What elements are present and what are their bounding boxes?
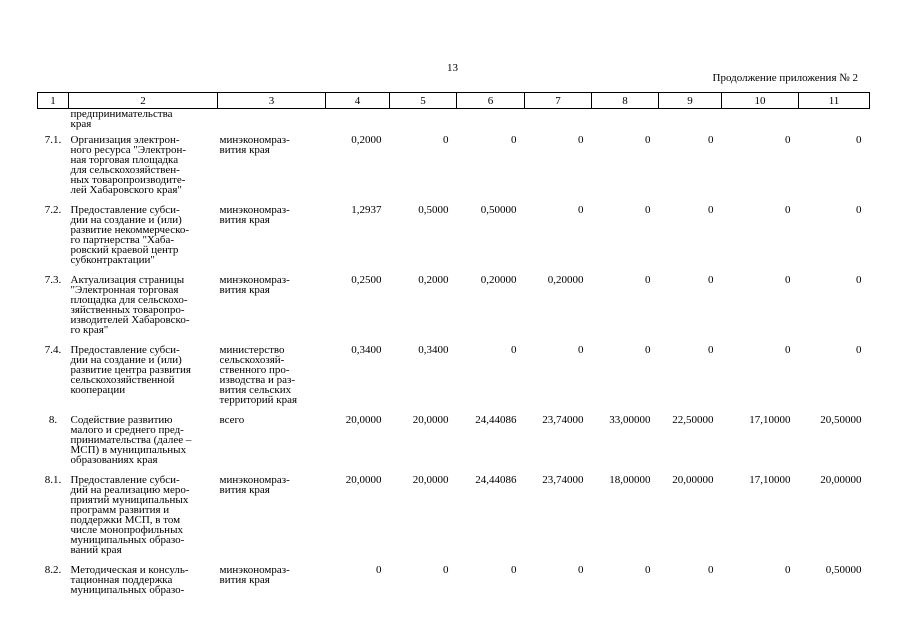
row-name: Содействие развитию малого и среднего пред- принимательства (далее – МСП) в муниципальных образованиях края [70,414,192,466]
table-row [38,135,870,205]
row-value-col-9: 0 [708,344,714,356]
row-value-col-9: 0 [708,134,714,146]
row-value-col-9: 20,00000 [672,474,714,486]
row-value-col-8 [592,109,659,136]
row-number [38,109,69,136]
row-value-col-6: 0,20000 [480,274,517,286]
row-value-col-7: 23,74000 [542,414,584,426]
column-header-3: 3 [218,93,326,109]
row-value-col-4: 20,0000 [345,474,382,486]
column-header-10: 10 [722,93,799,109]
row-value-col-9 [659,109,722,136]
row-value-col-11: 20,00000 [820,474,862,486]
row-value-col-5: 0 [443,134,449,146]
row-value-col-8: 0 [645,204,651,216]
table-row [38,205,870,275]
row-value-col-11: 0 [856,134,862,146]
table-row [38,345,870,415]
row-value-col-10: 17,10000 [749,474,791,486]
row-number: 8. [48,414,58,426]
row-value-col-5: 20,0000 [412,474,449,486]
column-header-1: 1 [38,93,69,109]
column-header-8: 8 [592,93,659,109]
row-value-col-11: 0 [856,204,862,216]
row-number: 8.1. [44,474,62,486]
row-value-col-4: 0,2000 [351,134,382,146]
column-header-9: 9 [659,93,722,109]
row-value-col-5 [390,109,457,136]
row-value-col-7: 0 [578,344,584,356]
row-name: Предоставление субси- дии на создание и (или) развитие некоммерческо- го партнерства "Хаба- ровский краевой центр субконтрактации" [70,204,190,266]
row-value-col-5: 20,0000 [412,414,449,426]
row-name: Актуализация страницы "Электронная торговая площадка для сельскохо- зяйственных товаропро- изводителей Хабаровско- го края" [70,274,190,336]
row-name: Методическая и консуль- тационная поддержка муниципальных образо- [70,564,189,596]
row-executor: минэкономраз- вития края [219,474,290,496]
row-value-col-5: 0,3400 [418,344,449,356]
table-row [38,565,870,605]
row-value-col-7 [525,109,592,136]
column-header-2: 2 [69,93,218,109]
row-executor: минэкономраз- вития края [219,274,290,296]
column-header-4: 4 [326,93,390,109]
row-value-col-6: 24,44086 [475,414,517,426]
row-value-col-7: 23,74000 [542,474,584,486]
row-value-col-9: 22,50000 [672,414,714,426]
row-number: 7.3. [44,274,62,286]
table-header [38,93,870,109]
row-value-col-5: 0,2000 [418,274,449,286]
row-value-col-7: 0,20000 [547,274,584,286]
row-value-col-6: 0,50000 [480,204,517,216]
header-row [38,93,870,109]
row-executor: министерство сельскохозяй- ственного про- изводства и раз- вития сельских территорий края [219,344,298,406]
table-row [38,475,870,565]
row-number: 8.2. [44,564,62,576]
row-value-col-8: 0 [645,564,651,576]
row-value-col-4 [326,109,390,136]
row-value-col-8: 33,00000 [609,414,651,426]
table-row [38,275,870,345]
row-number: 7.1. [44,134,62,146]
row-value-col-9: 0 [708,274,714,286]
row-value-col-4: 0,2500 [351,274,382,286]
row-value-col-8: 0 [645,274,651,286]
row-name: Организация электрон- ного ресурса "Электрон- ная торговая площадка для сельскохозяйствен- ных товаропроизводите- лей Хабаровского края" [70,134,187,196]
row-value-col-11: 0 [856,344,862,356]
appendix-caption: Продолжение приложения № 2 [712,72,858,84]
row-value-col-10: 0 [785,204,791,216]
row-value-col-5: 0,5000 [418,204,449,216]
table-row [38,415,870,475]
row-executor [218,109,326,136]
page-number: 13 [447,62,458,74]
column-header-6: 6 [457,93,525,109]
row-value-col-4: 0,3400 [351,344,382,356]
row-value-col-11 [799,109,870,136]
row-value-col-8: 0 [645,134,651,146]
row-value-col-9: 0 [708,564,714,576]
row-value-col-6: 0 [511,134,517,146]
row-name: Предоставление субси- дий на реализацию меро- приятий муниципальных программ развития и поддержки МСП, в том числе монопрофильных муниципальных образо- ваний края [70,474,190,556]
row-value-col-4: 0 [376,564,382,576]
row-value-col-8: 0 [645,344,651,356]
row-number: 7.4. [44,344,62,356]
row-name: Предоставление субси- дии на создание и (или) развитие центра развития сельскохозяйственной кооперации [70,344,191,396]
row-executor: всего [219,414,245,426]
row-value-col-7: 0 [578,564,584,576]
table-row [38,109,870,136]
row-value-col-11: 0,50000 [825,564,862,576]
row-value-col-10: 17,10000 [749,414,791,426]
row-executor: минэкономраз- вития края [219,204,290,226]
row-value-col-7: 0 [578,134,584,146]
row-name: предпринимательства края [70,108,173,130]
budget-table [37,92,870,605]
row-executor: минэкономраз- вития края [219,564,290,586]
row-value-col-8: 18,00000 [609,474,651,486]
row-value-col-4: 1,2937 [351,204,382,216]
row-number: 7.2. [44,204,62,216]
row-value-col-6: 0 [511,344,517,356]
row-value-col-10: 0 [785,274,791,286]
table-body [38,109,870,606]
column-header-5: 5 [390,93,457,109]
row-value-col-6: 24,44086 [475,474,517,486]
row-value-col-10: 0 [785,564,791,576]
row-value-col-7: 0 [578,204,584,216]
row-value-col-5: 0 [443,564,449,576]
row-value-col-10 [722,109,799,136]
row-value-col-4: 20,0000 [345,414,382,426]
row-value-col-6: 0 [511,564,517,576]
row-value-col-11: 0 [856,274,862,286]
column-header-7: 7 [525,93,592,109]
row-value-col-9: 0 [708,204,714,216]
row-value-col-6 [457,109,525,136]
row-value-col-10: 0 [785,134,791,146]
column-header-11: 11 [799,93,870,109]
row-executor: минэкономраз- вития края [219,134,290,156]
row-value-col-11: 20,50000 [820,414,862,426]
row-value-col-10: 0 [785,344,791,356]
